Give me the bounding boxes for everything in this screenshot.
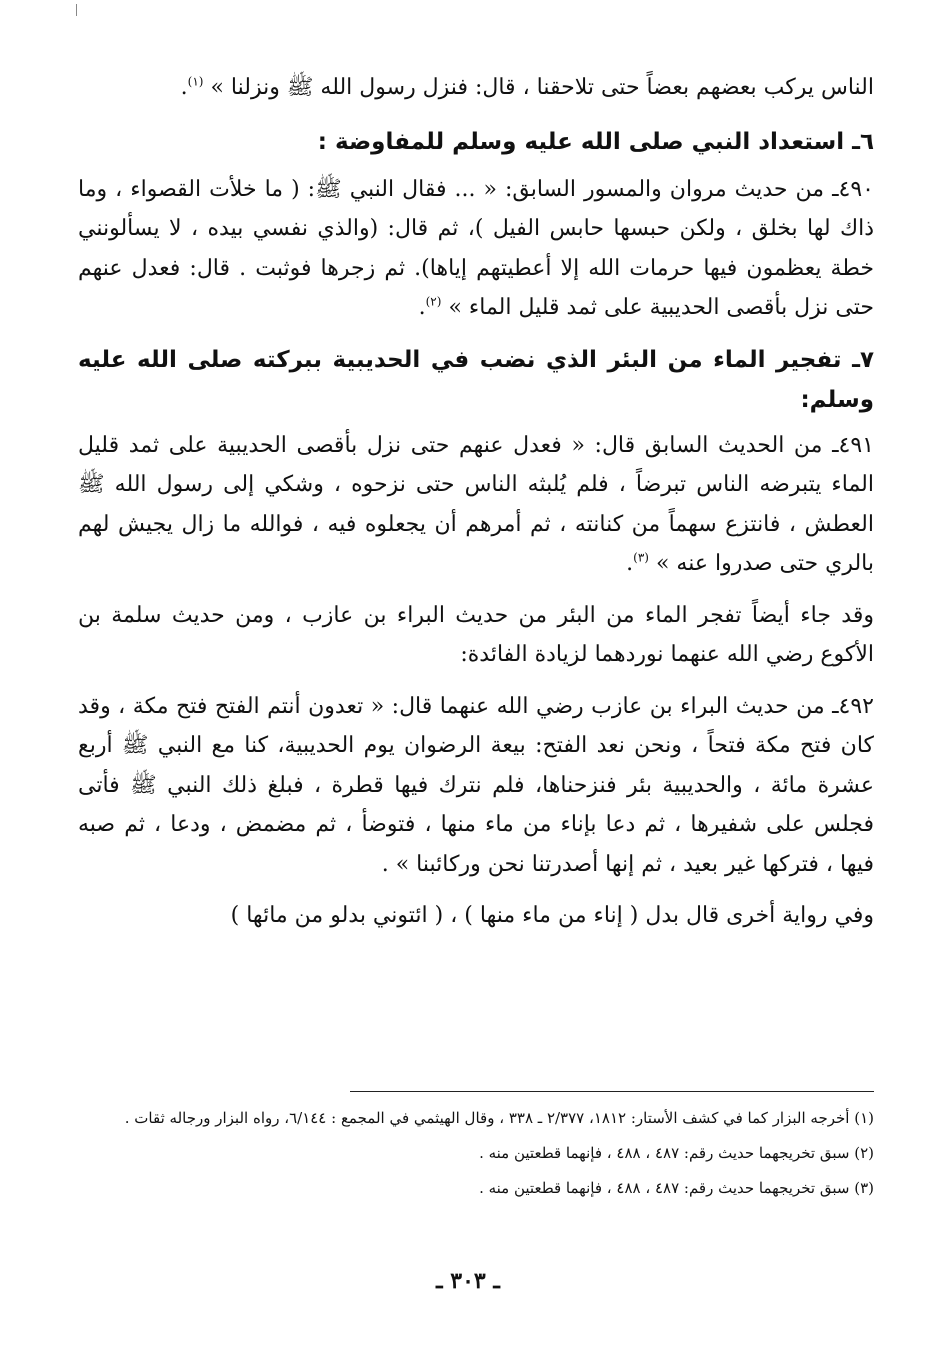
footnote-1: (١) أخرجه البزار كما في كشف الأستار: ١٨١٢، ٢/٣٧٧ ـ ٣٣٨ ، وقال الهيثمي في المجمع : ٦/١٤٤، رواه البزار ورجاله ثقات .	[124, 1109, 874, 1127]
footnote-divider	[350, 1091, 874, 1092]
footnote-ref-1[interactable]: (١)	[187, 74, 204, 89]
footnotes	[78, 1105, 874, 1210]
paragraph-continuation: الناس يركب بعضهم بعضاً حتى تلاحقنا ، قال: فنزل رسول الله ﷺ ونزلنا » $^{(١)}$.	[180, 74, 874, 100]
paragraph-text: الناس يركب بعضهم بعضاً حتى تلاحقنا ، قال: فنزل رسول الله ﷺ ونزلنا »	[210, 75, 874, 100]
paragraph-other-narration: وفي رواية أخرى قال بدل ( إناء من ماء منها ) ، ( ائتوني بدلو من مائها )	[230, 903, 874, 928]
section-heading-6: ٦ـ استعداد النبي صلى الله عليه وسلم للمفاوضة :	[317, 128, 874, 155]
footnote-2: (٢) سبق تخريجهما حديث رقم: ٤٨٧ ، ٤٨٨ ، فإنهما قطعتين منه .	[479, 1144, 874, 1162]
paragraph-text: ٤٩١ـ من الحديث السابق قال: « فعدل عنهم حتى نزل بأقصى الحديبية على ثمد قليل الماء يتبرضه الناس تبرضاً ، فلم يُلبثه الناس حتى نزحوه ، وشكي إلى رسول الله ﷺ العطش ، فانتزع سهماً من كنانته ، ثم أمرهم أن يجعلوه فيه ، فوالله ما زال يجيش لهم بالري حتى صدروا عنه »	[78, 432, 874, 576]
footnote-3: (٣) سبق تخريجهما حديث رقم: ٤٨٧ ، ٤٨٨ ، فإنهما قطعتين منه .	[479, 1179, 874, 1197]
paragraph-note: وقد جاء أيضاً تفجر الماء من البئر من حديث البراء بن عازب ، ومن حديث سلمة بن الأكوع رضي الله عنهما نوردهما لزيادة الفائدة:	[78, 602, 874, 667]
section-heading-7: ٧ـ تفجير الماء من البئر الذي نضب في الحديبية ببركته صلى الله عليه وسلم:	[78, 346, 874, 413]
hadith-491: ٤٩١ـ من الحديث السابق قال: « فعدل عنهم حتى نزل بأقصى الحديبية على ثمد قليل الماء يتبرضه الناس تبرضاً ، فلم يُلبثه الناس حتى نزحوه ، وشكي إلى رسول الله ﷺ العطش ، فانتزع سهماً من كنانته ، ثم أمرهم أن يجعلوه فيه ، فوالله ما زال يجيش لهم بالري حتى صدروا عنه » $^{(٣)}$.	[78, 432, 874, 576]
paragraph-text: ٤٩٠ـ من حديث مروان والمسور السابق: « ... فقال النبي ﷺ: ( ما خلأت القصواء ، وما ذاك لها بخلق ، ولكن حبسها حابس الفيل )، ثم قال: (والذي نفسي بيده ، لا يسألونني خطة يعظمون فيها حرمات الله إلا أعطيتهم إياها). ثم زجرها فوثبت . قال: فعدل عنهم حتى نزل بأقصى الحديبية على ثمد قليل الماء »	[78, 176, 874, 320]
scan-mark	[76, 4, 77, 16]
page-number: ـ ٣٠٣ ـ	[436, 1268, 500, 1294]
hadith-490: ٤٩٠ـ من حديث مروان والمسور السابق: « ... فقال النبي ﷺ: ( ما خلأت القصواء ، وما ذاك لها بخلق ، ولكن حبسها حابس الفيل )، ثم قال: (والذي نفسي بيده ، لا يسألونني خطة يعظمون فيها حرمات الله إلا أعطيتهم إياها). ثم زجرها فوثبت . قال: فعدل عنهم حتى نزل بأقصى الحديبية على ثمد قليل الماء » $^{(٢)}$.	[78, 176, 874, 320]
footnote-ref-2[interactable]: (٢)	[425, 294, 442, 309]
main-text	[78, 60, 874, 936]
footnote-ref-3[interactable]: (٣)	[633, 550, 649, 565]
hadith-492: ٤٩٢ـ من حديث البراء بن عازب رضي الله عنهما قال: « تعدون أنتم الفتح فتح مكة ، وقد كان فتح مكة فتحاً ، ونحن نعد الفتح: بيعة الرضوان يوم الحديبية، كنا مع النبي ﷺ أربع عشرة مائة ، والحديبية بئر فنزحناها، فلم نترك فيها قطرة ، فبلغ ذلك النبي ﷺ فأتى فجلس على شفيرها ، ثم دعا بإناء من ماء منها ، فتوضأ ، ثم مضمض ، ودعا ، ثم صبه فيها ، فتركها غير بعيد ، ثم إنها أصدرتنا نحن وركائبنا » .	[78, 693, 874, 877]
